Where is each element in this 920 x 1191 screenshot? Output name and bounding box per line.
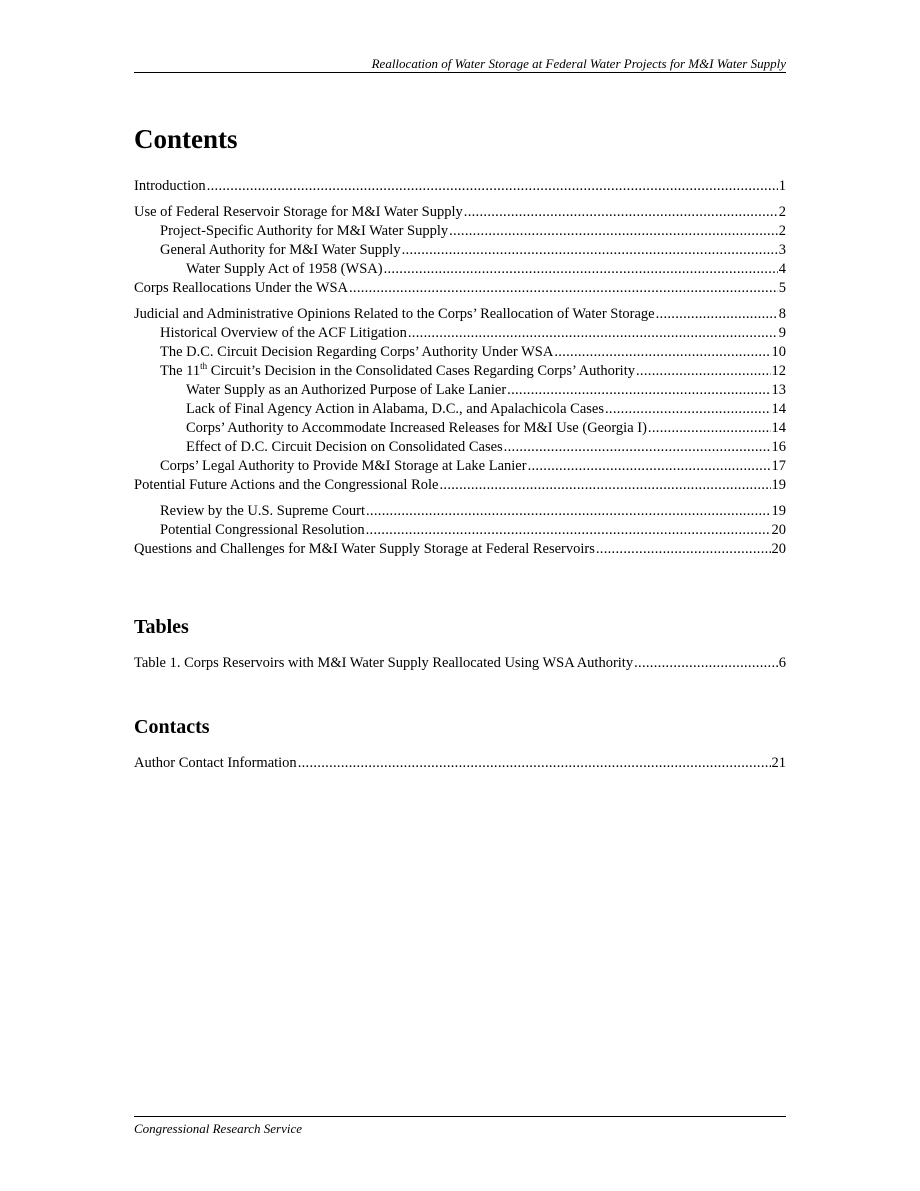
toc-leader [528,457,771,476]
footer-rule [134,1116,786,1117]
toc-entry[interactable] [134,521,786,540]
toc-contacts [134,754,786,773]
toc-entry[interactable] [134,279,786,298]
toc-entry[interactable] [134,502,786,521]
toc-entry[interactable] [134,260,786,279]
toc-leader [366,502,771,521]
toc-entry-text: Potential Congressional Resolution [160,522,365,538]
toc-entry[interactable] [134,305,786,324]
toc-entry-page: 5 [778,280,786,296]
toc-leader [634,654,778,673]
toc-leader [366,521,771,540]
toc-entry-text: General Authority for M&I Water Supply [160,242,401,258]
toc-entry-page: 3 [778,242,786,258]
toc-entry-text: Historical Overview of the ACF Litigation [160,325,407,341]
toc-entry-page: 2 [778,223,786,239]
toc-entry-text: Corps Reallocations Under the WSA [134,280,348,296]
toc-entry-page: 12 [771,363,786,379]
toc-leader [384,260,778,279]
toc-leader [605,400,771,419]
toc-entry[interactable] [134,540,786,559]
toc-entry-page: 14 [771,401,786,417]
toc-entry[interactable] [134,362,786,381]
toc-entry-page: 10 [771,344,786,360]
toc-entry-text: Project-Specific Authority for M&I Water Supply [160,223,449,239]
toc-leader [656,305,778,324]
toc-leader [402,241,778,260]
toc-leader [464,203,778,222]
toc-entry-text: Water Supply as an Authorized Purpose of Lake Lanier [186,382,507,398]
toc-entry[interactable] [134,203,786,222]
toc-leader [554,343,770,362]
toc-leader [507,381,770,400]
toc-entry-text: Questions and Challenges for M&I Water Supply Storage at Federal Reservoirs [134,541,595,557]
toc-leader [596,540,771,559]
toc-entry-text: Water Supply Act of 1958 (WSA) [186,261,383,277]
toc-entry-text: Author Contact Information [134,755,297,771]
toc-entry-page: 21 [771,755,786,771]
toc-entry-page: 9 [778,325,786,341]
toc-entry-text: Corps’ Legal Authority to Provide M&I Storage at Lake Lanier [160,458,527,474]
toc-entry-page: 1 [778,178,786,194]
toc-leader [449,222,778,241]
toc-entry-page: 19 [771,503,786,519]
toc-entry-text: The 11th Circuit’s Decision in the Consolidated Cases Regarding Corps’ Authority [160,361,635,379]
tables-title: Tables [134,616,189,638]
toc-entry-text: Potential Future Actions and the Congressional Role [134,477,439,493]
toc-entry[interactable] [134,241,786,260]
toc-entry[interactable] [134,400,786,419]
contacts-title: Contacts [134,716,210,738]
toc-entry[interactable] [134,654,786,673]
toc-entry-text: Corps’ Authority to Accommodate Increased Releases for M&I Use (Georgia I) [186,420,647,436]
toc-entry-page: 2 [778,204,786,220]
toc-leader [439,476,770,495]
toc-entry-text: Review by the U.S. Supreme Court [160,503,365,519]
toc-entry[interactable] [134,222,786,241]
toc-contents [134,177,786,559]
running-header: Reallocation of Water Storage at Federal Water Projects for M&I Water Supply [371,56,786,71]
toc-leader [408,324,778,343]
toc-entry[interactable] [134,324,786,343]
toc-entry-text: Effect of D.C. Circuit Decision on Consolidated Cases [186,439,503,455]
toc-entry[interactable] [134,177,786,196]
toc-leader [349,279,778,298]
toc-entry-text: Table 1. Corps Reservoirs with M&I Water Supply Reallocated Using WSA Authority [134,655,634,671]
toc-entry-text: Judicial and Administrative Opinions Related to the Corps’ Reallocation of Water Storage [134,306,655,322]
toc-leader [504,438,771,457]
toc-leader [648,419,771,438]
running-footer: Congressional Research Service [134,1121,302,1136]
toc-leader [636,362,771,381]
toc-entry-page: 13 [771,382,786,398]
toc-entry[interactable] [134,381,786,400]
toc-entry-page: 16 [771,439,786,455]
toc-entry-page: 20 [771,541,786,557]
toc-entry-text: Lack of Final Agency Action in Alabama, D.C., and Apalachicola Cases [186,401,604,417]
toc-leader [298,754,771,773]
toc-entry[interactable] [134,419,786,438]
toc-entry-page: 4 [778,261,786,277]
toc-entry[interactable] [134,438,786,457]
toc-tables [134,654,786,673]
toc-leader [207,177,778,196]
toc-entry-text: The D.C. Circuit Decision Regarding Corps’ Authority Under WSA [160,344,554,360]
toc-entry[interactable] [134,457,786,476]
toc-entry-page: 19 [771,477,786,493]
toc-entry-page: 17 [771,458,786,474]
header-rule [134,72,786,73]
toc-entry[interactable] [134,476,786,495]
toc-entry-text: Introduction [134,178,206,194]
toc-entry-text: Use of Federal Reservoir Storage for M&I Water Supply [134,204,463,220]
toc-entry[interactable] [134,754,786,773]
toc-entry[interactable] [134,343,786,362]
contents-title: Contents [134,124,238,154]
toc-entry-page: 6 [778,655,786,671]
toc-entry-page: 14 [771,420,786,436]
toc-entry-page: 20 [771,522,786,538]
toc-entry-page: 8 [778,306,786,322]
